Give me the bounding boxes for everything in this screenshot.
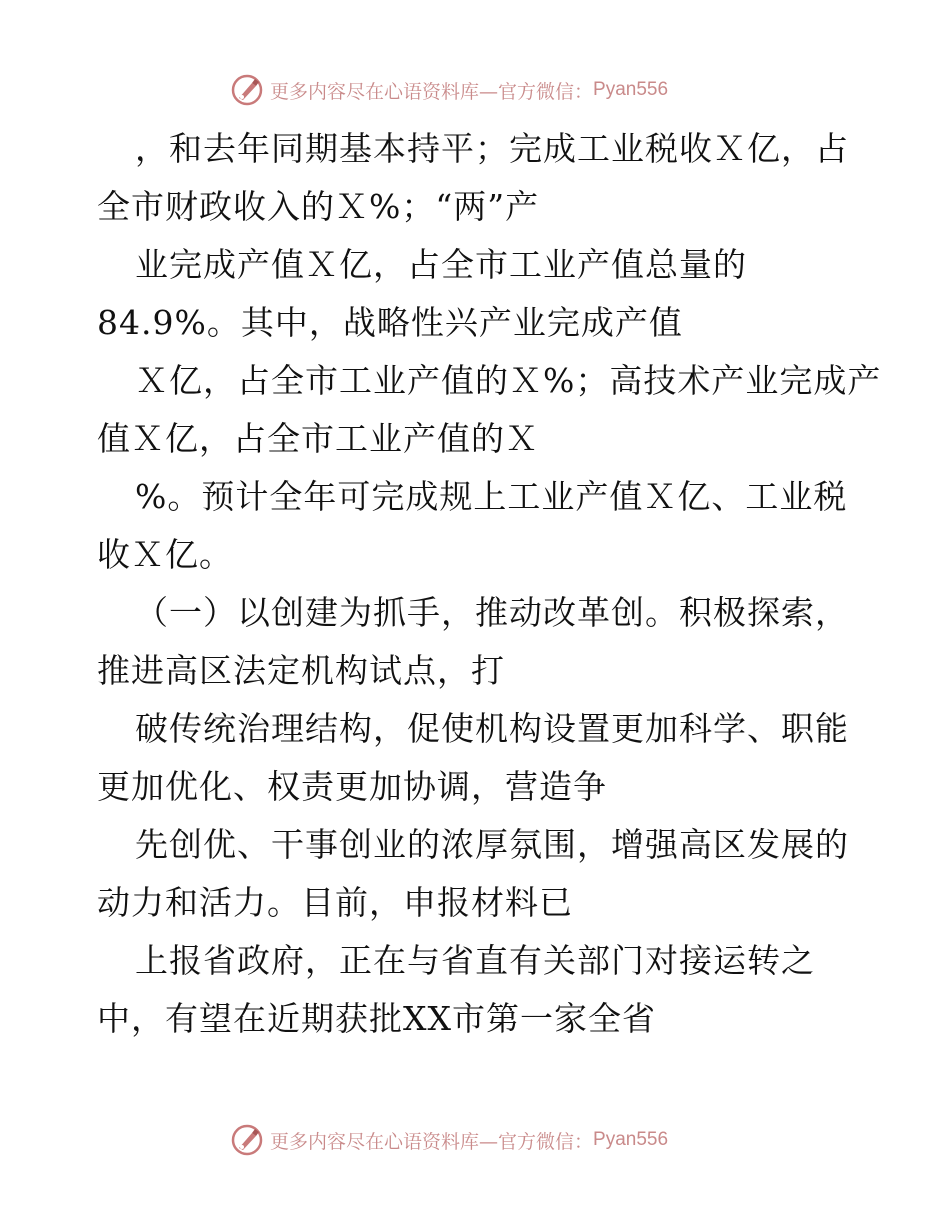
text-line: 收Ｘ亿。 [97, 535, 233, 574]
text-line: %。预计全年可完成规上工业产值Ｘ亿、工业税 [135, 477, 848, 516]
text-line: 全市财政收入的Ｘ%；“两”产 [97, 187, 540, 226]
text-line: 更加优化、权责更加协调，营造争 [97, 767, 607, 806]
header-watermark [230, 70, 750, 110]
watermark-wechat-id: Pyan556 [593, 1129, 669, 1150]
text-line: Ｘ亿，占全市工业产值的Ｘ%；高技术产业完成产 [135, 361, 882, 400]
text-line: 值Ｘ亿，占全市工业产值的Ｘ [97, 419, 539, 458]
pen-logo-icon [230, 73, 264, 107]
text-line: 上报省政府，正在与省直有关部门对接运转之 [135, 941, 815, 980]
document-body [97, 120, 882, 1048]
text-line: 推进高区法定机构试点，打 [97, 651, 505, 690]
text-line: ，和去年同期基本持平；完成工业税收Ｘ亿，占 [135, 129, 849, 168]
text-line: （一）以创建为抓手，推动改革创。积极探索， [135, 593, 849, 632]
watermark-wechat-id: Pyan556 [593, 79, 669, 100]
text-line: 先创优、干事创业的浓厚氛围，增强高区发展的 [135, 825, 849, 864]
footer-watermark [230, 1120, 750, 1160]
text-line: 动力和活力。目前，申报材料已 [97, 883, 573, 922]
watermark-text: 更多内容尽在心语资料库—官方微信： [270, 80, 594, 103]
text-line: 业完成产值Ｘ亿，占全市工业产值总量的 [135, 245, 747, 284]
text-line: 破传统治理结构，促使机构设置更加科学、职能 [135, 709, 849, 748]
text-line: 84.9%。其中，战略性兴产业完成产值 [97, 303, 683, 342]
text-line: 中，有望在近期获批XX市第一家全省 [97, 999, 656, 1038]
pen-logo-icon [230, 1123, 264, 1157]
watermark-text: 更多内容尽在心语资料库—官方微信： [270, 1130, 594, 1153]
